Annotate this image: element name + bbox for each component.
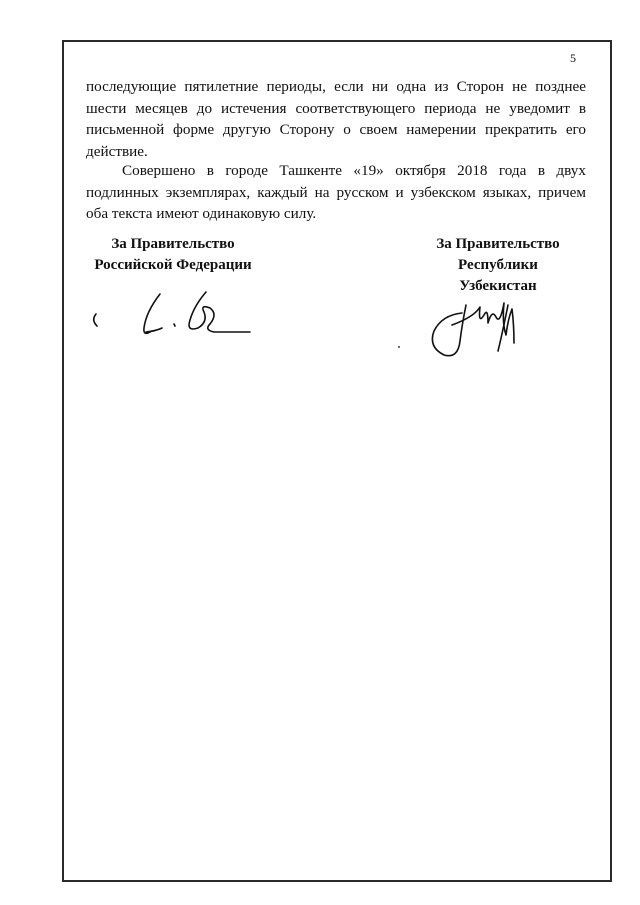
signature-uzbekistan	[422, 295, 532, 365]
signatory-russia	[78, 234, 268, 276]
signatory-uzbekistan-line1: За Правительство	[436, 236, 560, 252]
stray-ink-mark	[396, 344, 402, 350]
signatory-russia-line1: За Правительство	[111, 236, 235, 252]
signatory-uzbekistan	[408, 234, 588, 297]
signature-russia	[86, 284, 256, 344]
signatory-uzbekistan-line2: Республики	[458, 257, 538, 273]
signatory-uzbekistan-line3: Узбекистан	[459, 278, 537, 294]
paragraph-termination-clause: последующие пятилетние периоды, если ни одна из Сторон не позднее шести месяцев до истечения соответствующего периода не уведомит в письменной форме другую Сторону о своем намерении прекратить его действие.	[86, 78, 586, 160]
signatory-russia-line2: Российской Федерации	[94, 257, 252, 273]
paragraph-done-at-tashkent: Совершено в городе Ташкенте «19» октября 2018 года в двух подлинных экземплярах, каждый на русском и узбекском языках, причем оба текста имеют одинаковую силу.	[86, 162, 586, 222]
page-number: 5	[570, 51, 576, 65]
